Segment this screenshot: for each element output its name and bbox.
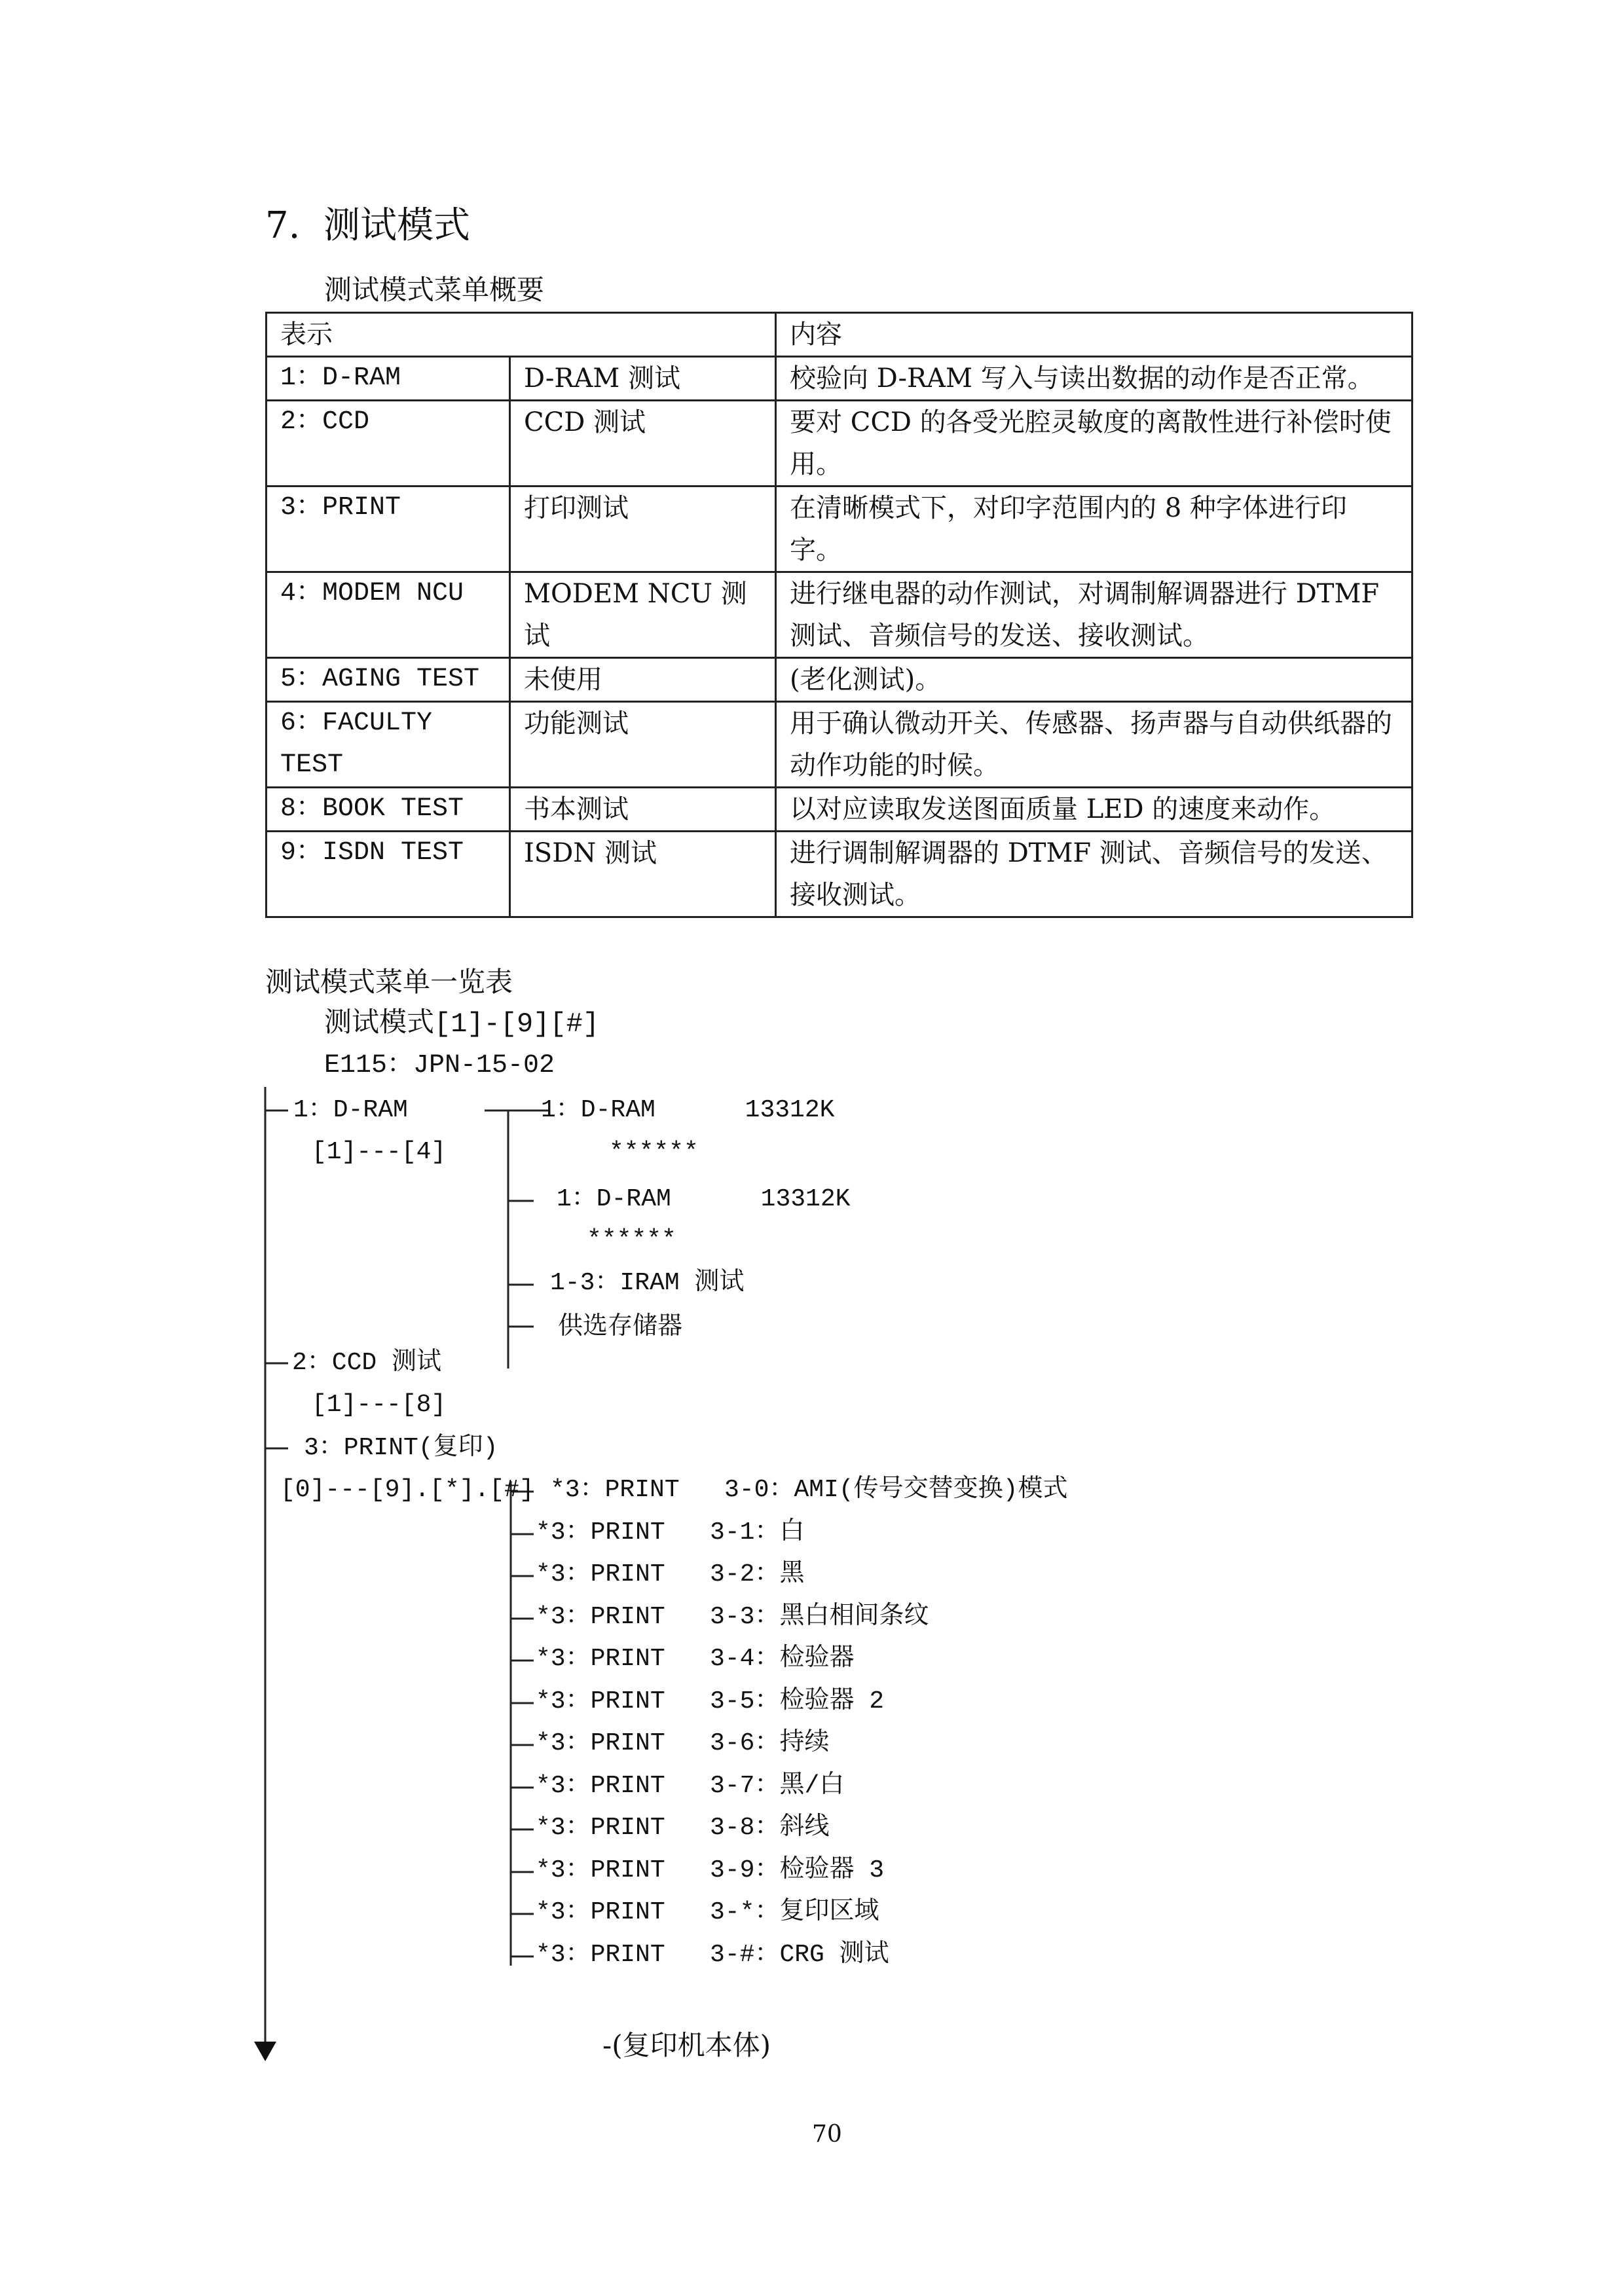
tree-print-item: *3：PRINT 3-6：持续	[536, 1729, 830, 1757]
tree-print-item: *3：PRINT 3-7：黑/白	[536, 1772, 845, 1800]
tree-print-item: *3：PRINT 3-0：AMI(传号交替变换)模式	[550, 1476, 1068, 1504]
row-code: 4：MODEM NCU	[267, 572, 510, 658]
row-name: 功能测试	[510, 702, 776, 788]
row-code: 6：FACULTY TEST	[267, 702, 510, 788]
tree-print-item: *3：PRINT 3-9：检验器 3	[536, 1856, 885, 1884]
tree-dram-sub-2: 1：D-RAM 13312K	[557, 1185, 851, 1213]
row-name: 未使用	[510, 658, 776, 702]
row-content: 校验向 D-RAM 写入与读出数据的动作是否正常。	[776, 357, 1412, 401]
row-content: 进行继电器的动作测试，对调制解调器进行 DTMF 测试、音频信号的发送、接收测试。	[776, 572, 1412, 658]
tree-dram-keys: [1]---[4]	[312, 1138, 447, 1166]
overview-caption: 测试模式菜单概要	[324, 274, 545, 306]
menu-keys-line: 测试模式[1]-[9][#]	[324, 1008, 600, 1040]
version-line: E115：JPN-15-02	[324, 1051, 555, 1080]
tree-print-label: 3：PRINT(复印)	[304, 1434, 498, 1462]
row-name: CCD 测试	[510, 401, 776, 487]
row-content: 要对 CCD 的各受光腔灵敏度的离散性进行补偿时使用。	[776, 401, 1412, 487]
tree-print-item: *3：PRINT 3-*：复印区域	[536, 1898, 879, 1926]
tree-iram-test: 1-3：IRAM 测试	[550, 1269, 745, 1297]
row-code: 1：D-RAM	[267, 357, 510, 401]
section-heading: 7. 测试模式	[265, 204, 471, 247]
tree-print-item: *3：PRINT 3-3：黑白相间条纹	[536, 1603, 929, 1631]
tree-dram-stars-2: ******	[587, 1226, 676, 1254]
row-content: 进行调制解调器的 DTMF 测试、音频信号的发送、接收测试。	[776, 832, 1412, 917]
tree-dram-stars-1: ******	[609, 1138, 699, 1166]
header-display: 表示	[267, 313, 776, 357]
tree-ccd-label: 2：CCD 测试	[292, 1349, 442, 1377]
tree-print-item: *3：PRINT 3-#：CRG 测试	[536, 1941, 889, 1969]
tree-dram-label: 1：D-RAM	[293, 1096, 408, 1124]
row-code: 8：BOOK TEST	[267, 788, 510, 832]
tree-ccd-keys: [1]---[8]	[312, 1391, 447, 1419]
row-code: 2：CCD	[267, 401, 510, 487]
down-arrow-icon	[254, 2042, 276, 2061]
row-code: 9：ISDN TEST	[267, 832, 510, 917]
row-content: (老化测试)。	[776, 658, 1412, 702]
row-name: MODEM NCU 测试	[510, 572, 776, 658]
row-code: 5：AGING TEST	[267, 658, 510, 702]
tree-print-item: *3：PRINT 3-2：黑	[536, 1560, 805, 1588]
header-content: 内容	[776, 313, 1412, 357]
row-content: 以对应读取发送图面质量 LED 的速度来动作。	[776, 788, 1412, 832]
tree-print-item: *3：PRINT 3-5：检验器 2	[536, 1687, 885, 1716]
tree-dram-sub-1: 1：D-RAM 13312K	[541, 1096, 835, 1124]
menu-list-caption: 测试模式菜单一览表	[265, 966, 513, 998]
row-code: 3：PRINT	[267, 487, 510, 572]
row-content: 在清晰模式下，对印字范围内的 8 种字体进行印字。	[776, 487, 1412, 572]
tree-print-item: *3：PRINT 3-4：检验器	[536, 1645, 855, 1673]
page-number: 70	[812, 2121, 842, 2148]
row-name: ISDN 测试	[510, 832, 776, 917]
tree-storage: 供选存储器	[558, 1311, 683, 1340]
row-name: D-RAM 测试	[510, 357, 776, 401]
footer-note: -(复印机本体)	[602, 2029, 771, 2061]
tree-print-item: *3：PRINT 3-8：斜线	[536, 1814, 830, 1842]
row-name: 打印测试	[510, 487, 776, 572]
row-name: 书本测试	[510, 788, 776, 832]
row-content: 用于确认微动开关、传感器、扬声器与自动供纸器的动作功能的时候。	[776, 702, 1412, 788]
tree-print-keys: [0]---[9].[*].[#]	[280, 1476, 534, 1504]
tree-print-item: *3：PRINT 3-1：白	[536, 1518, 805, 1547]
